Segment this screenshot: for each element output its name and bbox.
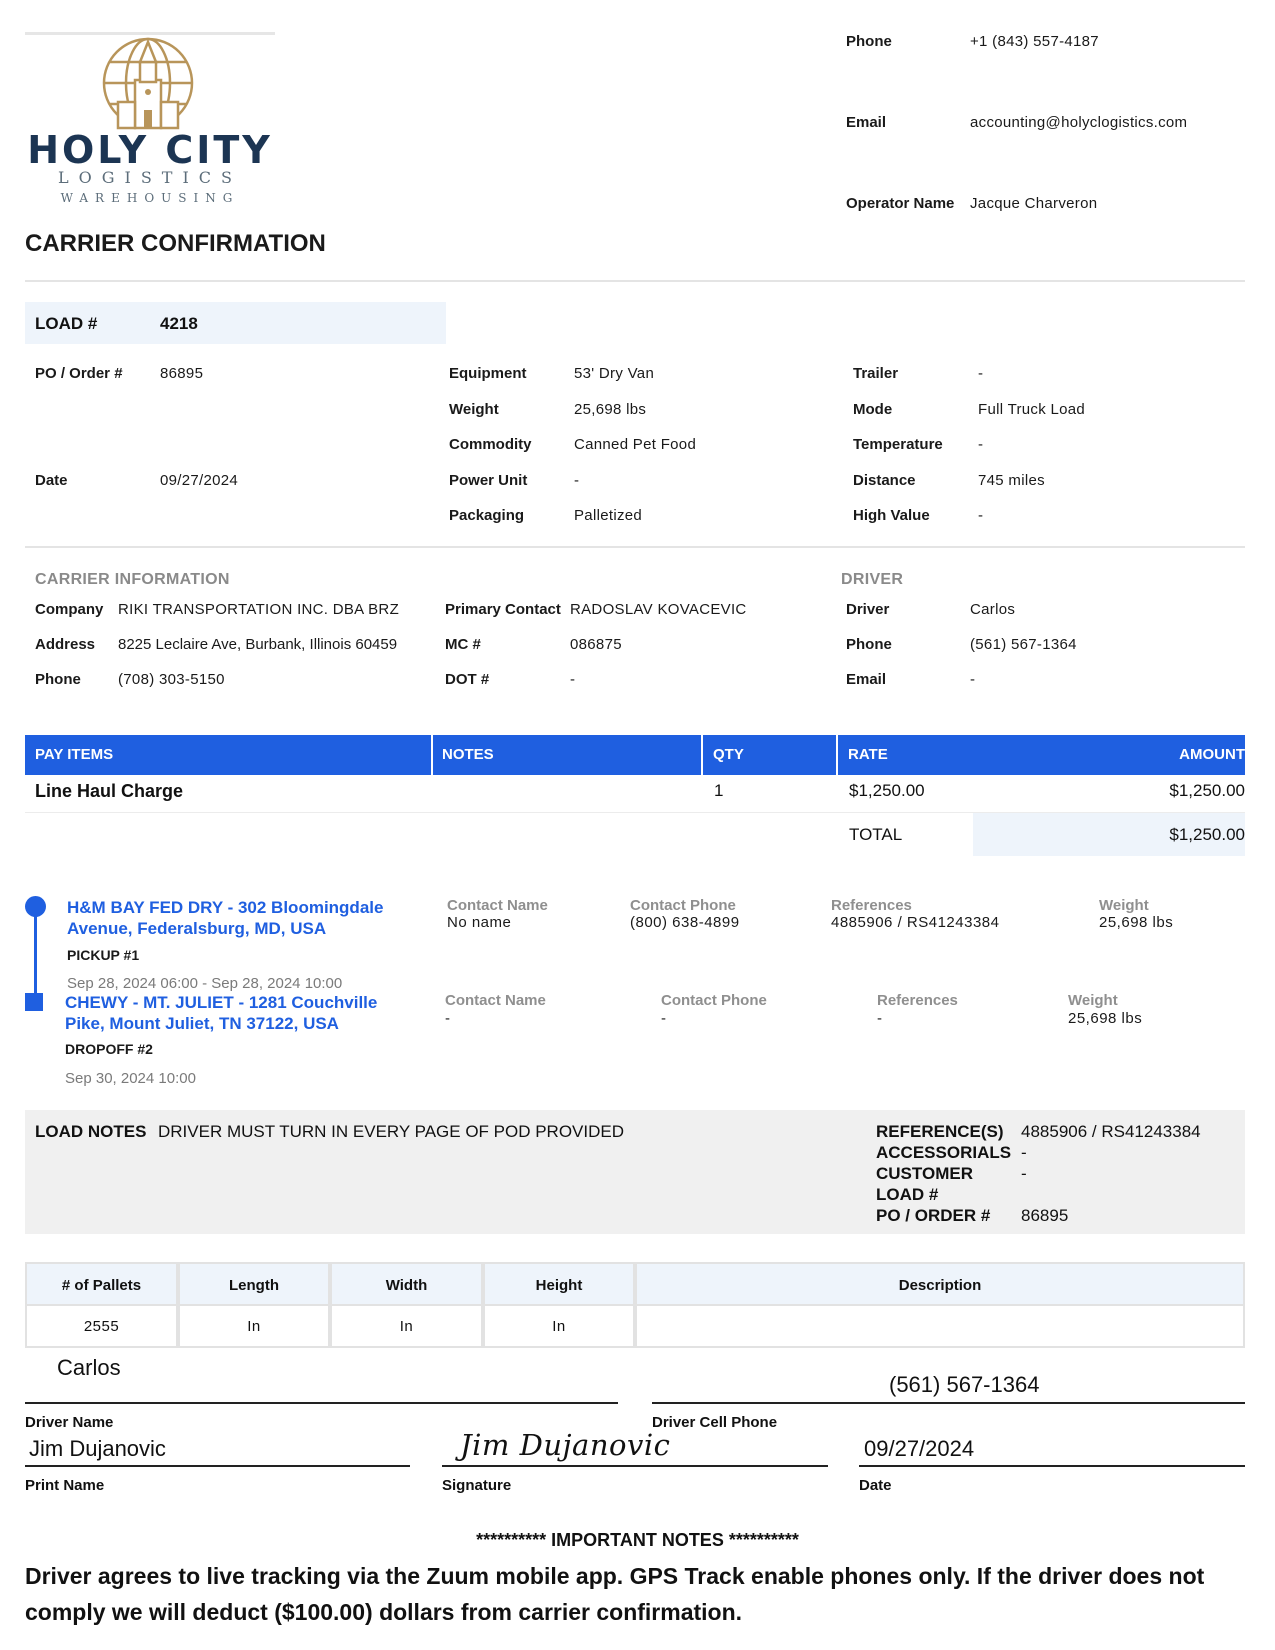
driver-heading: DRIVER <box>841 571 904 588</box>
signature-line <box>442 1465 828 1467</box>
distance-label: Distance <box>853 472 916 489</box>
mode-label: Mode <box>853 401 893 418</box>
temperature-value: - <box>978 436 984 453</box>
width-value: In <box>330 1306 483 1348</box>
stop-1-references: 4885906 / RS41243384 <box>831 914 1000 931</box>
carrier-address-label: Address <box>35 636 96 653</box>
stop-2-contact-phone-label: Contact Phone <box>661 992 767 1009</box>
pay-item-name: Line Haul Charge <box>35 781 184 801</box>
timeline-line <box>34 912 37 997</box>
driver-cell-label: Driver Cell Phone <box>652 1414 778 1431</box>
total-label: TOTAL <box>849 825 903 844</box>
length-value: In <box>178 1306 330 1348</box>
carrier-info-heading: CARRIER INFORMATION <box>35 571 230 588</box>
stop-2-contact-phone: - <box>661 1010 667 1027</box>
print-name-value[interactable]: Jim Dujanovic <box>29 1436 166 1461</box>
divider <box>25 546 1245 548</box>
description-value <box>635 1306 1245 1348</box>
stop-1-contact-name-label: Contact Name <box>447 897 548 914</box>
driver-name-line <box>25 1402 618 1404</box>
power-unit-value: - <box>574 472 580 489</box>
company-logo <box>25 36 275 211</box>
width-header: Width <box>330 1262 483 1306</box>
total-amount: $1,250.00 <box>1169 825 1245 844</box>
pay-item-rate: $1,250.00 <box>849 781 925 800</box>
pallets-value: 2555 <box>25 1306 178 1348</box>
stop-1-weight-label: Weight <box>1099 897 1149 914</box>
stop-1-type: PICKUP #1 <box>67 947 140 963</box>
stop-2-weight-label: Weight <box>1068 992 1118 1009</box>
carrier-phone-label: Phone <box>35 671 81 688</box>
load-notes-label: LOAD NOTES <box>35 1122 147 1141</box>
power-unit-label: Power Unit <box>449 472 528 489</box>
stop-1-title[interactable]: H&M BAY FED DRY - 302 Bloomingdale Avenue, Federalsburg, MD, USA <box>67 898 384 938</box>
date-label: Date <box>35 472 68 489</box>
notes-references: 4885906 / RS41243384 <box>1021 1122 1201 1141</box>
pay-item-qty: 1 <box>714 781 724 800</box>
pay-header-notes <box>433 735 701 775</box>
weight-label: Weight <box>449 401 499 418</box>
pay-header-amount-label: AMOUNT <box>1179 746 1245 763</box>
pay-header-items-label: PAY ITEMS <box>35 746 114 763</box>
globe-church-icon <box>25 36 275 136</box>
driver-name-label: Driver Name <box>25 1414 114 1431</box>
stop-2-type: DROPOFF #2 <box>65 1041 153 1057</box>
notes-customer-label: CUSTOMER <box>876 1164 973 1183</box>
notes-accessorials: - <box>1021 1143 1027 1162</box>
carrier-address: 8225 Leclaire Ave, Burbank, Illinois 60459 <box>118 636 398 653</box>
po-order-label: PO / Order # <box>35 365 123 382</box>
company-phone-label: Phone <box>846 33 892 50</box>
notes-references-label: REFERENCE(S) <box>876 1122 1004 1141</box>
po-order-value: 86895 <box>160 365 204 382</box>
stop-1-contact-phone-label: Contact Phone <box>630 897 736 914</box>
carrier-phone: (708) 303-5150 <box>118 671 225 688</box>
company-email-label: Email <box>846 114 887 131</box>
pay-header-qty <box>703 735 836 775</box>
operator-name: Jacque Charveron <box>970 195 1098 212</box>
stop-1-contact-name: No name <box>447 914 512 931</box>
date-sign-value[interactable]: 09/27/2024 <box>864 1436 975 1461</box>
notes-po-label: PO / ORDER # <box>876 1206 991 1225</box>
trailer-value: - <box>978 365 984 382</box>
length-header: Length <box>178 1262 330 1306</box>
stop-2-contact-name: - <box>445 1010 451 1027</box>
logo-top-rule <box>25 32 275 35</box>
driver-email: - <box>970 671 976 688</box>
height-value: In <box>483 1306 635 1348</box>
mode-value: Full Truck Load <box>978 401 1086 418</box>
primary-contact: RADOSLAV KOVACEVIC <box>570 601 747 618</box>
trailer-label: Trailer <box>853 365 899 382</box>
important-notes-heading: ********** IMPORTANT NOTES ********** <box>476 1530 799 1550</box>
commodity-label: Commodity <box>449 436 532 453</box>
packaging-label: Packaging <box>449 507 525 524</box>
company-email: accounting@holyclogistics.com <box>970 114 1188 131</box>
primary-contact-label: Primary Contact <box>445 601 561 618</box>
print-name-label: Print Name <box>25 1477 105 1494</box>
stop-2-title[interactable]: CHEWY - MT. JULIET - 1281 Couchville Pike, Mount Juliet, TN 37122, USA <box>65 993 378 1033</box>
driver-value: Carlos <box>970 601 1016 618</box>
pay-header-qty-label: QTY <box>713 746 744 763</box>
divider <box>25 280 1245 282</box>
operator-name-label: Operator Name <box>846 195 955 212</box>
date-sign-label: Date <box>859 1477 892 1494</box>
notes-po: 86895 <box>1021 1206 1069 1225</box>
high-value-label: High Value <box>853 507 930 524</box>
timeline-dropoff-square <box>25 993 43 1011</box>
load-notes-text: DRIVER MUST TURN IN EVERY PAGE OF POD PROVIDED <box>158 1122 625 1141</box>
stop-1-date: Sep 28, 2024 06:00 - Sep 28, 2024 10:00 <box>67 975 343 992</box>
stop-2-contact-name-label: Contact Name <box>445 992 546 1009</box>
pallets-header: # of Pallets <box>25 1262 178 1306</box>
stop-2-weight: 25,698 lbs <box>1068 1010 1143 1027</box>
company-phone: +1 (843) 557-4187 <box>970 33 1099 50</box>
stop-2-references: - <box>877 1010 883 1027</box>
notes-accessorials-label: ACCESSORIALS <box>876 1143 1012 1162</box>
high-value-value: - <box>978 507 984 524</box>
stop-1-contact-phone: (800) 638-4899 <box>630 914 740 931</box>
stop-2-date: Sep 30, 2024 10:00 <box>65 1070 196 1087</box>
equipment-label: Equipment <box>449 365 527 382</box>
driver-cell-line <box>652 1402 1245 1404</box>
signature-value[interactable]: Jim Dujanovic <box>460 1428 671 1462</box>
stop-2-references-label: References <box>877 992 958 1009</box>
driver-name-value[interactable]: Carlos <box>57 1355 121 1380</box>
pay-header-notes-label: NOTES <box>442 746 494 763</box>
date-value: 09/27/2024 <box>160 472 239 489</box>
description-header: Description <box>635 1262 1245 1306</box>
notes-load-label: LOAD # <box>876 1185 939 1204</box>
load-number: 4218 <box>160 314 198 333</box>
height-header: Height <box>483 1262 635 1306</box>
dot-label: DOT # <box>445 671 490 688</box>
load-number-label: LOAD # <box>35 314 98 333</box>
company-name-sub2: WAREHOUSING <box>60 191 240 205</box>
stop-1-references-label: References <box>831 897 912 914</box>
pay-item-amount: $1,250.00 <box>1169 781 1245 800</box>
mc-value: 086875 <box>570 636 622 653</box>
signature-label: Signature <box>442 1477 512 1494</box>
driver-phone: (561) 567-1364 <box>970 636 1077 653</box>
dot-value: - <box>570 671 576 688</box>
driver-cell-value[interactable]: (561) 567-1364 <box>889 1372 1040 1397</box>
carrier-company: RIKI TRANSPORTATION INC. DBA BRZ <box>118 601 400 618</box>
distance-value: 745 miles <box>978 472 1045 489</box>
driver-phone-label: Phone <box>846 636 892 653</box>
date-sign-line <box>859 1465 1245 1467</box>
pay-header-items <box>25 735 431 775</box>
stop-1-weight: 25,698 lbs <box>1099 914 1174 931</box>
commodity-value: Canned Pet Food <box>574 436 697 453</box>
carrier-company-label: Company <box>35 601 104 618</box>
print-name-line <box>25 1465 410 1467</box>
company-name-main: HOLY CITY <box>27 128 273 172</box>
page-title: CARRIER CONFIRMATION <box>25 230 326 257</box>
notes-customer-load: - <box>1021 1164 1027 1183</box>
company-name-sub1: LOGISTICS <box>58 168 242 187</box>
important-notes-text: Driver agrees to live tracking via the Zuum mobile app. GPS Track enable phones only. If the driver does not comply we will deduct ($100.00) dollars from carrier confirmation. <box>25 1563 1205 1625</box>
pay-header-rate-label: RATE <box>848 746 888 763</box>
equipment-value: 53' Dry Van <box>574 365 655 382</box>
weight-value: 25,698 lbs <box>574 401 647 418</box>
driver-label: Driver <box>846 601 890 618</box>
mc-label: MC # <box>445 636 481 653</box>
packaging-value: Palletized <box>574 507 643 524</box>
temperature-label: Temperature <box>853 436 943 453</box>
driver-email-label: Email <box>846 671 887 688</box>
